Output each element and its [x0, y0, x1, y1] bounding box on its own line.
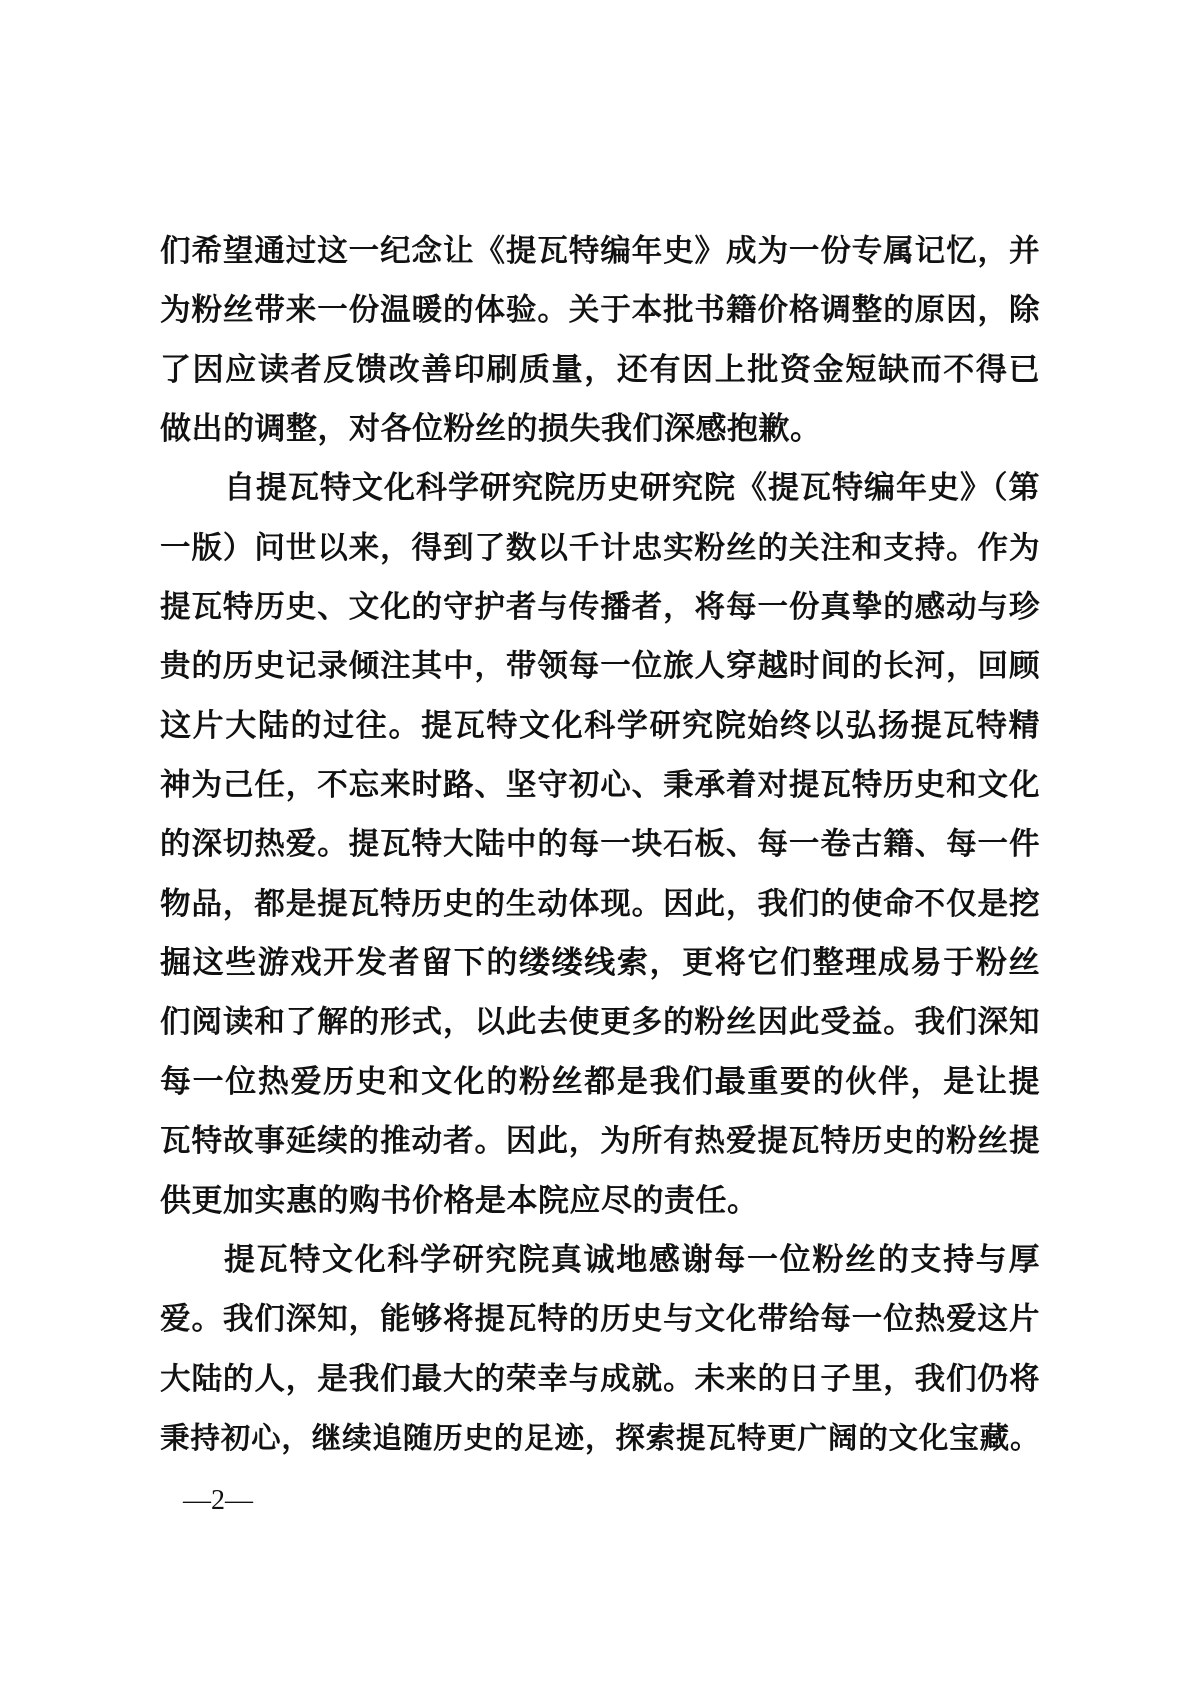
text-line: 提瓦特历史、文化的守护者与传播者，将每一份真挚的感动与珍: [160, 590, 1040, 626]
body-text: [160, 222, 1040, 1468]
text-line: 们阅读和了解的形式，以此去使更多的粉丝因此受益。我们深知: [160, 1005, 1040, 1041]
text-line: 们希望通过这一纪念让《提瓦特编年史》成为一份专属记忆，并: [160, 234, 1040, 269]
page-number: —2—: [183, 1485, 253, 1516]
text-line: 每一位热爱历史和文化的粉丝都是我们最重要的伙伴，是让提: [160, 1063, 1040, 1100]
text-line: 为粉丝带来一份温暖的体验。关于本批书籍价格调整的原因，除: [160, 293, 1040, 329]
paragraph-1: [160, 222, 1040, 459]
text-line: 自提瓦特文化科学研究院历史研究院《提瓦特编年史》（第: [224, 470, 1040, 507]
paragraph-3: [160, 1231, 1040, 1468]
paragraph-2: [160, 459, 1040, 1230]
text-line: 一版）问世以来，得到了数以千计忠实粉丝的关注和支持。作为: [160, 530, 1040, 566]
text-line: 的深切热爱。提瓦特大陆中的每一块石板、每一卷古籍、每一件: [160, 827, 1040, 863]
text-line: 物品，都是提瓦特历史的生动体现。因此，我们的使命不仅是挖: [160, 886, 1040, 922]
text-line: 贵的历史记录倾注其中，带领每一位旅人穿越时间的长河，回顾: [160, 649, 1040, 685]
text-line: 爱。我们深知，能够将提瓦特的历史与文化带给每一位热爱这片: [160, 1302, 1040, 1338]
text-line: 大陆的人，是我们最大的荣幸与成就。未来的日子里，我们仍将: [160, 1361, 1040, 1397]
text-line: 供更加实惠的购书价格是本院应尽的责任。: [160, 1182, 759, 1219]
text-line: 瓦特故事延续的推动者。因此，为所有热爱提瓦特历史的粉丝提: [160, 1124, 1040, 1160]
text-line: 这片大陆的过往。提瓦特文化科学研究院始终以弘扬提瓦特精: [160, 707, 1040, 744]
text-line: 神为己任，不忘来时路、坚守初心、秉承着对提瓦特历史和文化: [160, 768, 1040, 804]
text-line: 做出的调整，对各位粉丝的损失我们深感抱歉。: [160, 411, 822, 448]
text-line: 提瓦特文化科学研究院真诚地感谢每一位粉丝的支持与厚: [224, 1241, 1040, 1278]
text-line: 秉持初心，继续追随历史的足迹，探索提瓦特更广阔的文化宝藏。: [160, 1420, 1040, 1455]
text-line: 掘这些游戏开发者留下的缕缕线索，更将它们整理成易于粉丝: [160, 945, 1040, 982]
text-line: 了因应读者反馈改善印刷质量，还有因上批资金短缺而不得已: [160, 351, 1040, 388]
